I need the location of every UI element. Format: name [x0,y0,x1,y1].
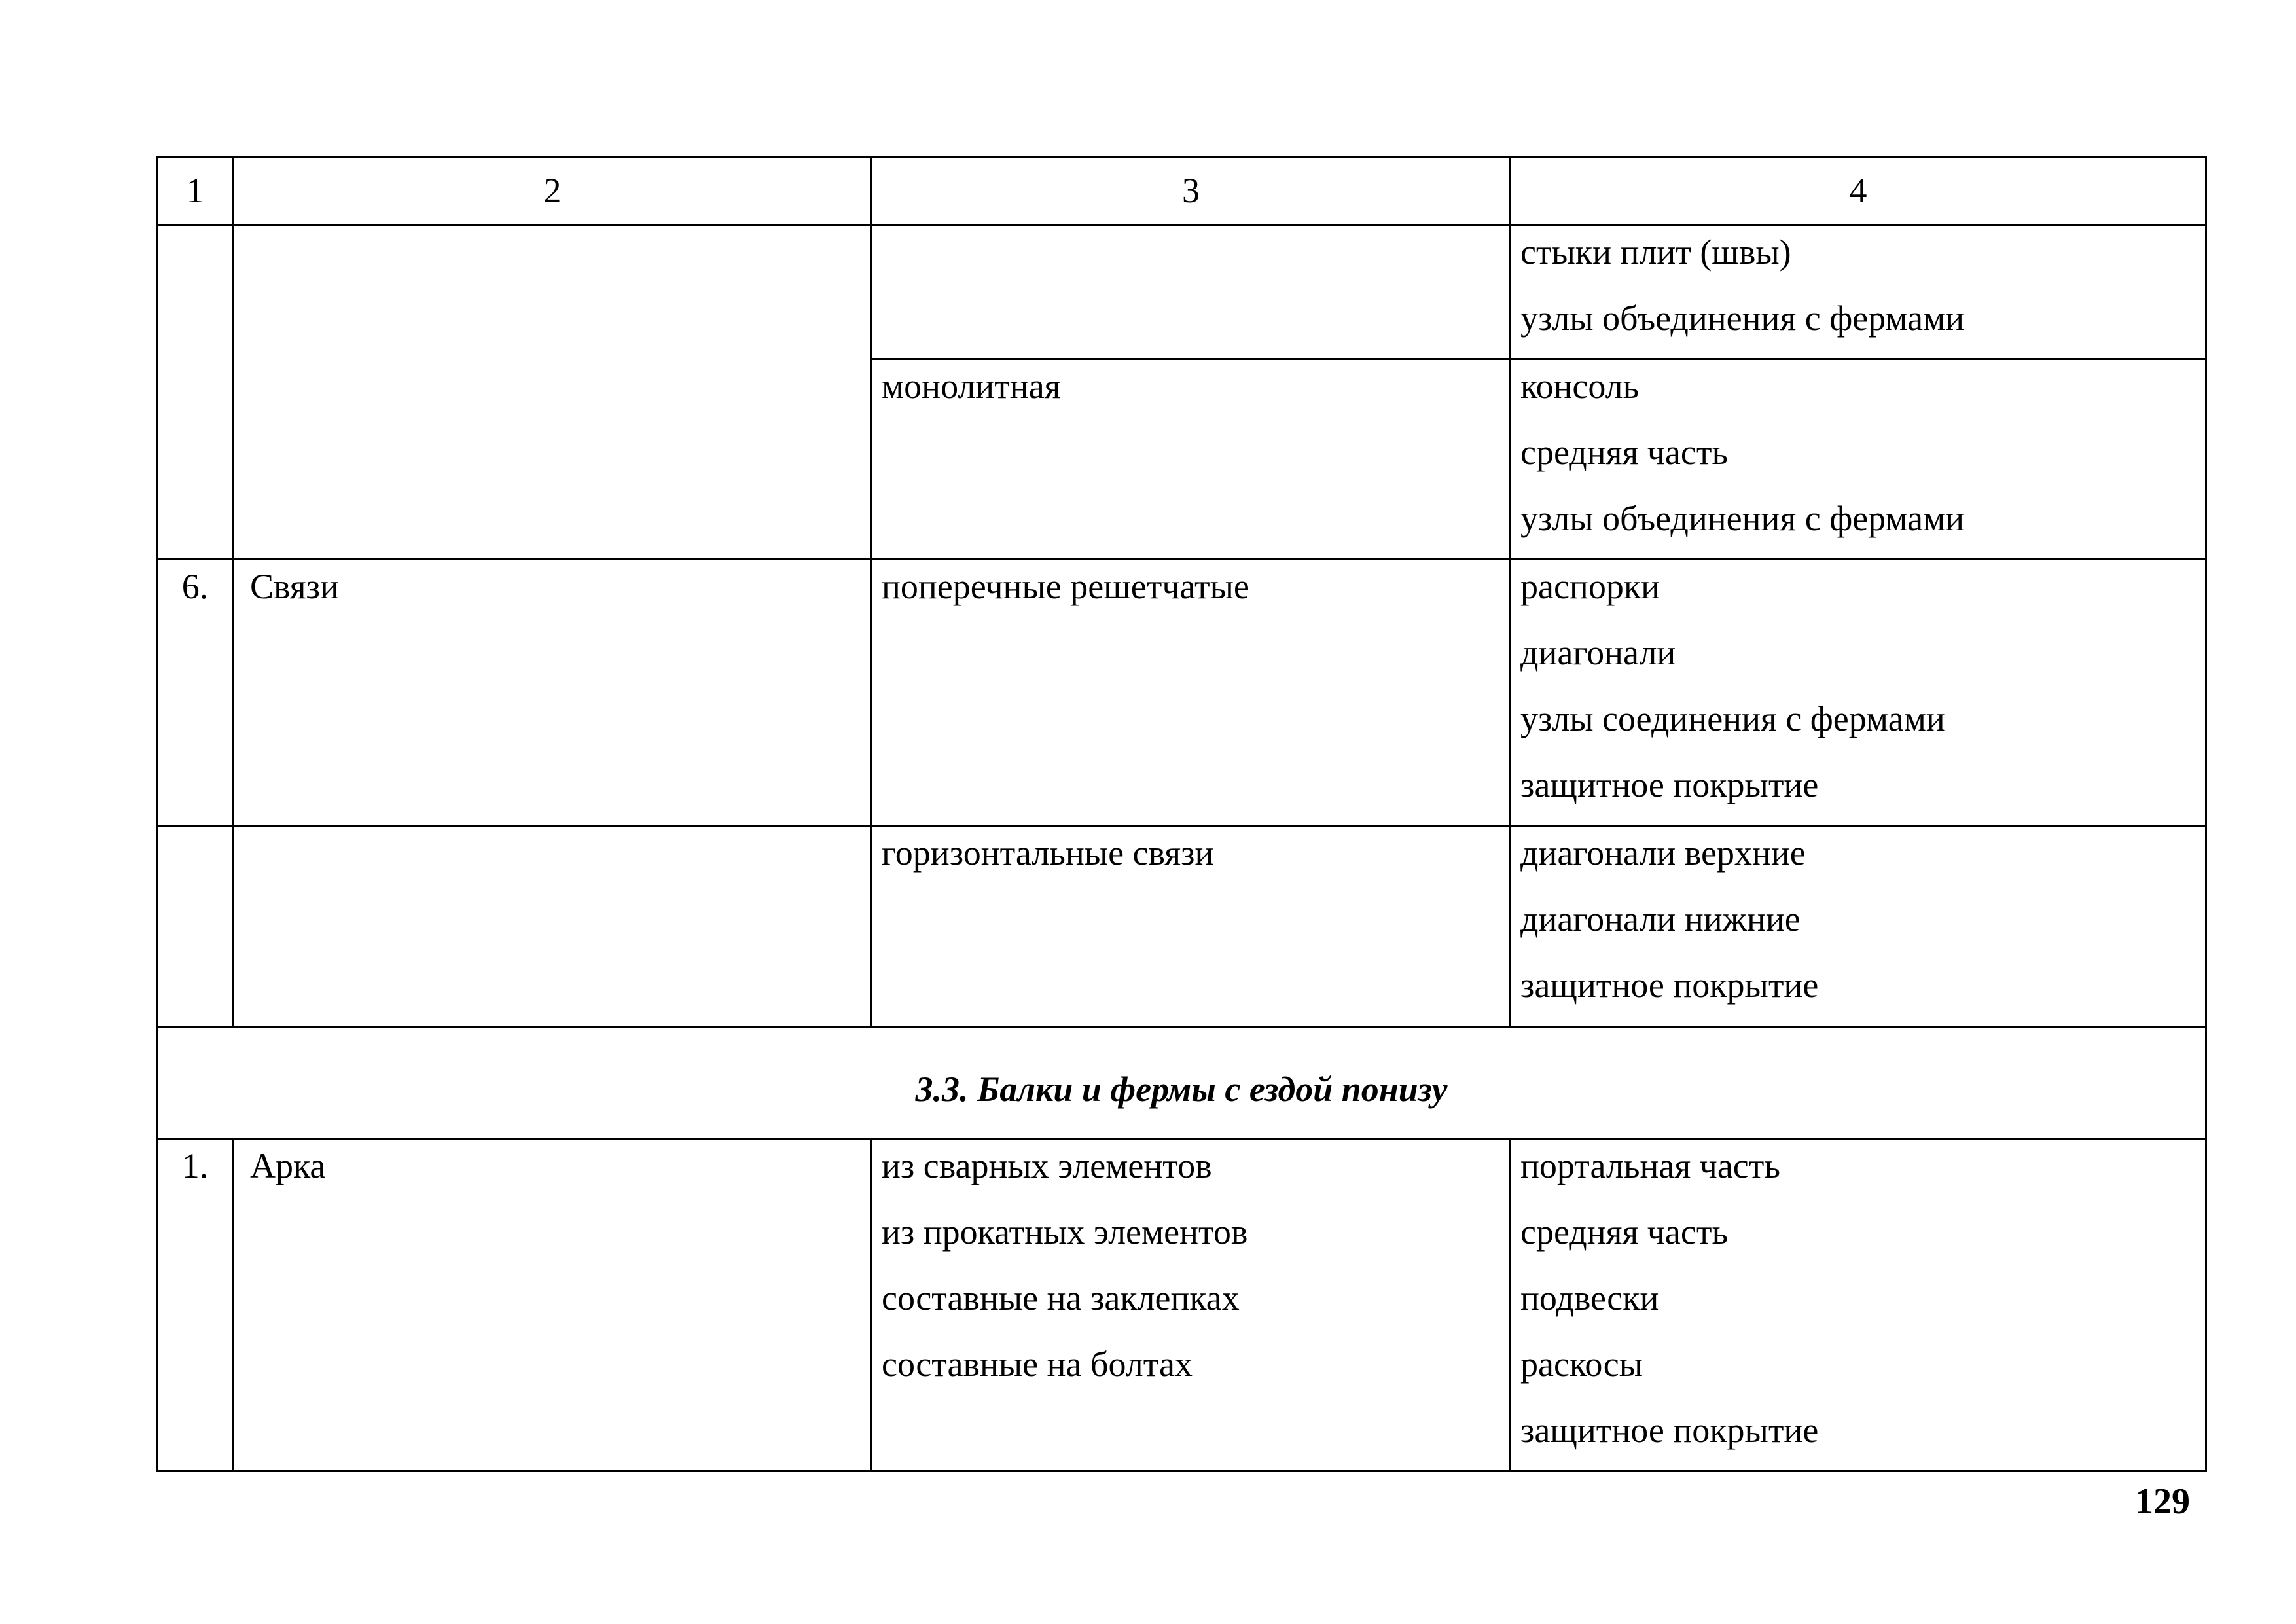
part-item: защитное покрытие [1520,965,1819,1005]
part-item: защитное покрытие [1520,1411,1819,1450]
cell-num [157,826,234,1028]
table-row [157,225,2206,359]
part-item: диагонали верхние [1520,833,1806,873]
cell-num: 6. [157,560,234,826]
table-row [157,1139,2206,1471]
section-title: 3.3. Балки и фермы с ездой понизу [157,1028,2206,1139]
type-item: из сварных элементов [882,1146,1212,1185]
part-item: узлы объединения с фермами [1520,499,1965,538]
table-row [157,560,2206,826]
section-row [157,1028,2206,1139]
part-item: подвески [1520,1278,1659,1318]
cell-type: монолитная [872,359,1511,560]
header-col-2: 2 [234,157,872,225]
cell-parts [1511,359,2206,560]
part-item: раскосы [1520,1344,1643,1384]
cell-num: 1. [157,1139,234,1471]
type-item: из прокатных элементов [882,1212,1248,1252]
part-item: диагонали нижние [1520,899,1801,939]
part-item: стыки плит (швы) [1520,232,1791,272]
part-item: консоль [1520,367,1640,406]
cell-name: Связи [234,560,872,826]
header-col-3: 3 [872,157,1511,225]
cell-parts [1511,1139,2206,1471]
cell-parts [1511,225,2206,359]
cell-name [234,826,872,1028]
cell-type [872,225,1511,359]
part-item: портальная часть [1520,1146,1780,1185]
part-item: защитное покрытие [1520,765,1819,804]
cell-type: горизонтальные связи [872,826,1511,1028]
part-item: средняя часть [1520,1212,1729,1252]
table-row [157,826,2206,1028]
type-item: составные на болтах [882,1344,1193,1384]
cell-name [234,225,872,560]
cell-parts [1511,560,2206,826]
part-item: узлы объединения с фермами [1520,298,1965,338]
type-item: составные на заклепках [882,1278,1240,1318]
header-col-1: 1 [157,157,234,225]
cell-type: поперечные решетчатые [872,560,1511,826]
structures-table [156,156,2207,1472]
part-item: узлы соединения с фермами [1520,699,1945,738]
header-col-4: 4 [1511,157,2206,225]
page-number: 129 [2135,1481,2190,1522]
cell-name: Арка [234,1139,872,1471]
cell-parts [1511,826,2206,1028]
part-item: средняя часть [1520,433,1729,472]
header-row [157,157,2206,225]
cell-num [157,225,234,560]
cell-type [872,1139,1511,1471]
part-item: распорки [1520,567,1660,606]
part-item: диагонали [1520,633,1676,672]
